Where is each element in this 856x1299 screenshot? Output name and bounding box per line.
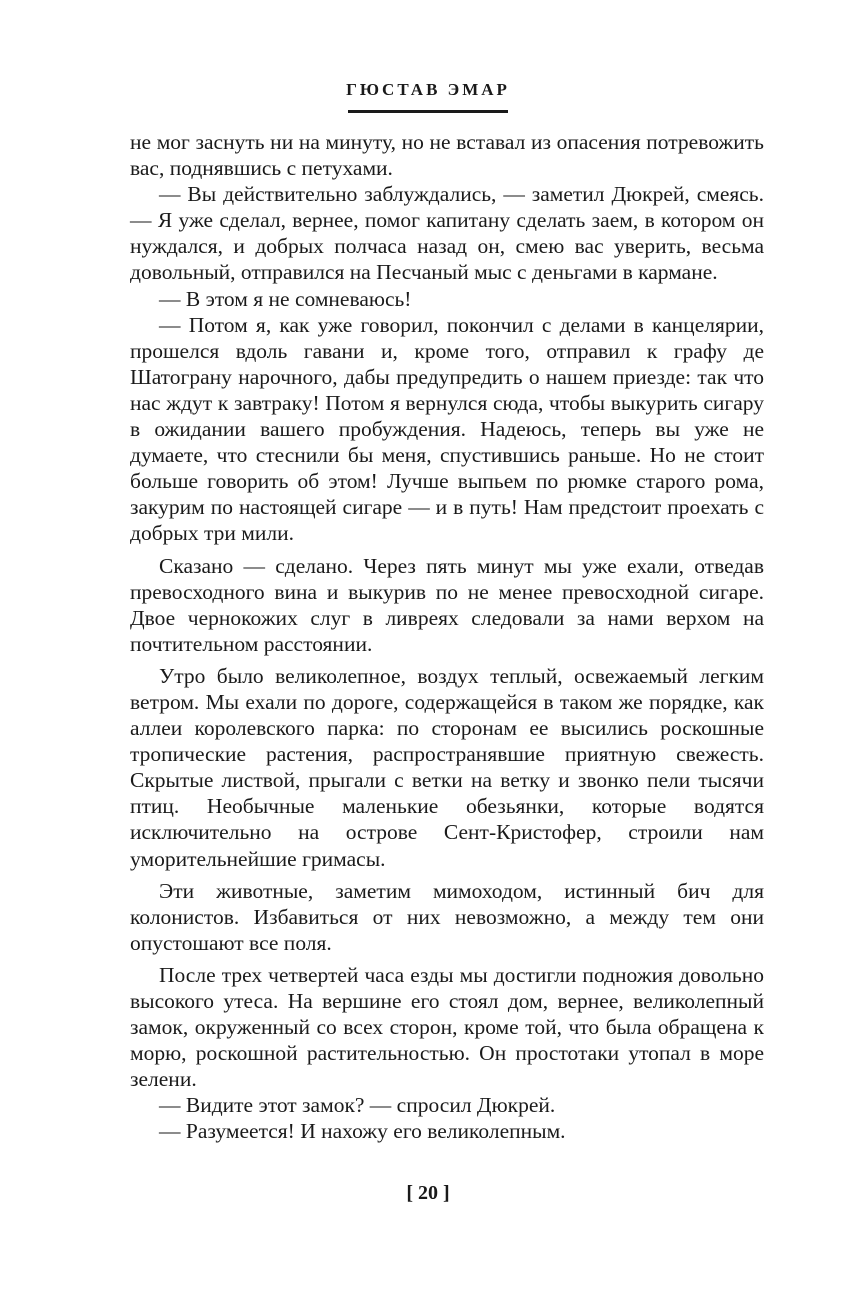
paragraph: После трех четвертей часа езды мы достигли подножия довольно высокого утеса. На вершине его стоял дом, вернее, великолепный замок, окруженный со всех сторон, кроме той, что была обращена к морю, роскошной растительностью. Он простотаки утопал в море зелени. [130,962,764,1092]
paragraph-dialogue: — В этом я не сомневаюсь! [159,286,412,311]
paragraph: Утро было великолепное, воздух теплый, освежаемый легким ветром. Мы ехали по дороге, содержащейся в таком же порядке, как аллеи королевского парка: по сторонам ее высились роскошные тропические растения, распространявшие приятную свежесть. Скрытые листвой, прыгали с ветки на ветку и звонко пели тысячи птиц. Необычные маленькие обезьянки, которые водятся исключительно на острове Сент-Кристофер, строили нам уморительнейшие гримасы. [130,663,764,871]
paragraph-dialogue: — Вы действительно заблуждались, — заметил Дюкрей, смеясь. — Я уже сделал, вернее, помог капитану сделать заем, в котором он нуждался, и добрых полчаса назад он, смею вас уверить, весьма довольный, отправился на Песчаный мыс с деньгами в кармане. [130,182,764,285]
paragraph: Эти животные, заметим мимоходом, истинный бич для колонистов. Избавиться от них невозможно, а между тем они опустошают все поля. [130,878,764,955]
paragraph: Сказано — сделано. Через пять минут мы уже ехали, отведав превосходного вина и выкурив по не менее превосходной сигаре. Двое чернокожих слуг в ливреях следовали за нами верхом на почтительном расстоянии. [130,553,764,656]
page-number: [ 20 ] [406,1182,450,1204]
paragraph-continued: не мог заснуть ни на минуту, но не вставал из опасения потревожить вас, поднявшись с петухами. [130,130,764,181]
paragraph-dialogue: — Разумеется! И нахожу его великолепным. [159,1119,566,1144]
header-rule [348,110,508,113]
paragraph-dialogue: — Потом я, как уже говорил, покончил с делами в канцелярии, прошелся вдоль гавани и, кроме того, отправил к графу де Шатограну нарочного, дабы предупредить о нашем приезде: так что нас ждут к завтраку! Потом я вернулся сюда, чтобы выкурить сигару в ожидании вашего пробуждения. Надеюсь, теперь вы уже не думаете, что стеснили бы меня, спустившись раньше. Но не стоит больше говорить об этом! Лучше выпьем по рюмке старого рома, закурим по настоящей сигаре — и в путь! Нам предстоит проехать с добрых три мили. [130,312,764,546]
running-head-author: ГЮСТАВ ЭМАР [346,80,510,99]
body-text [130,129,764,1145]
paragraph-dialogue: — Видите этот замок? — спросил Дюкрей. [159,1093,556,1118]
